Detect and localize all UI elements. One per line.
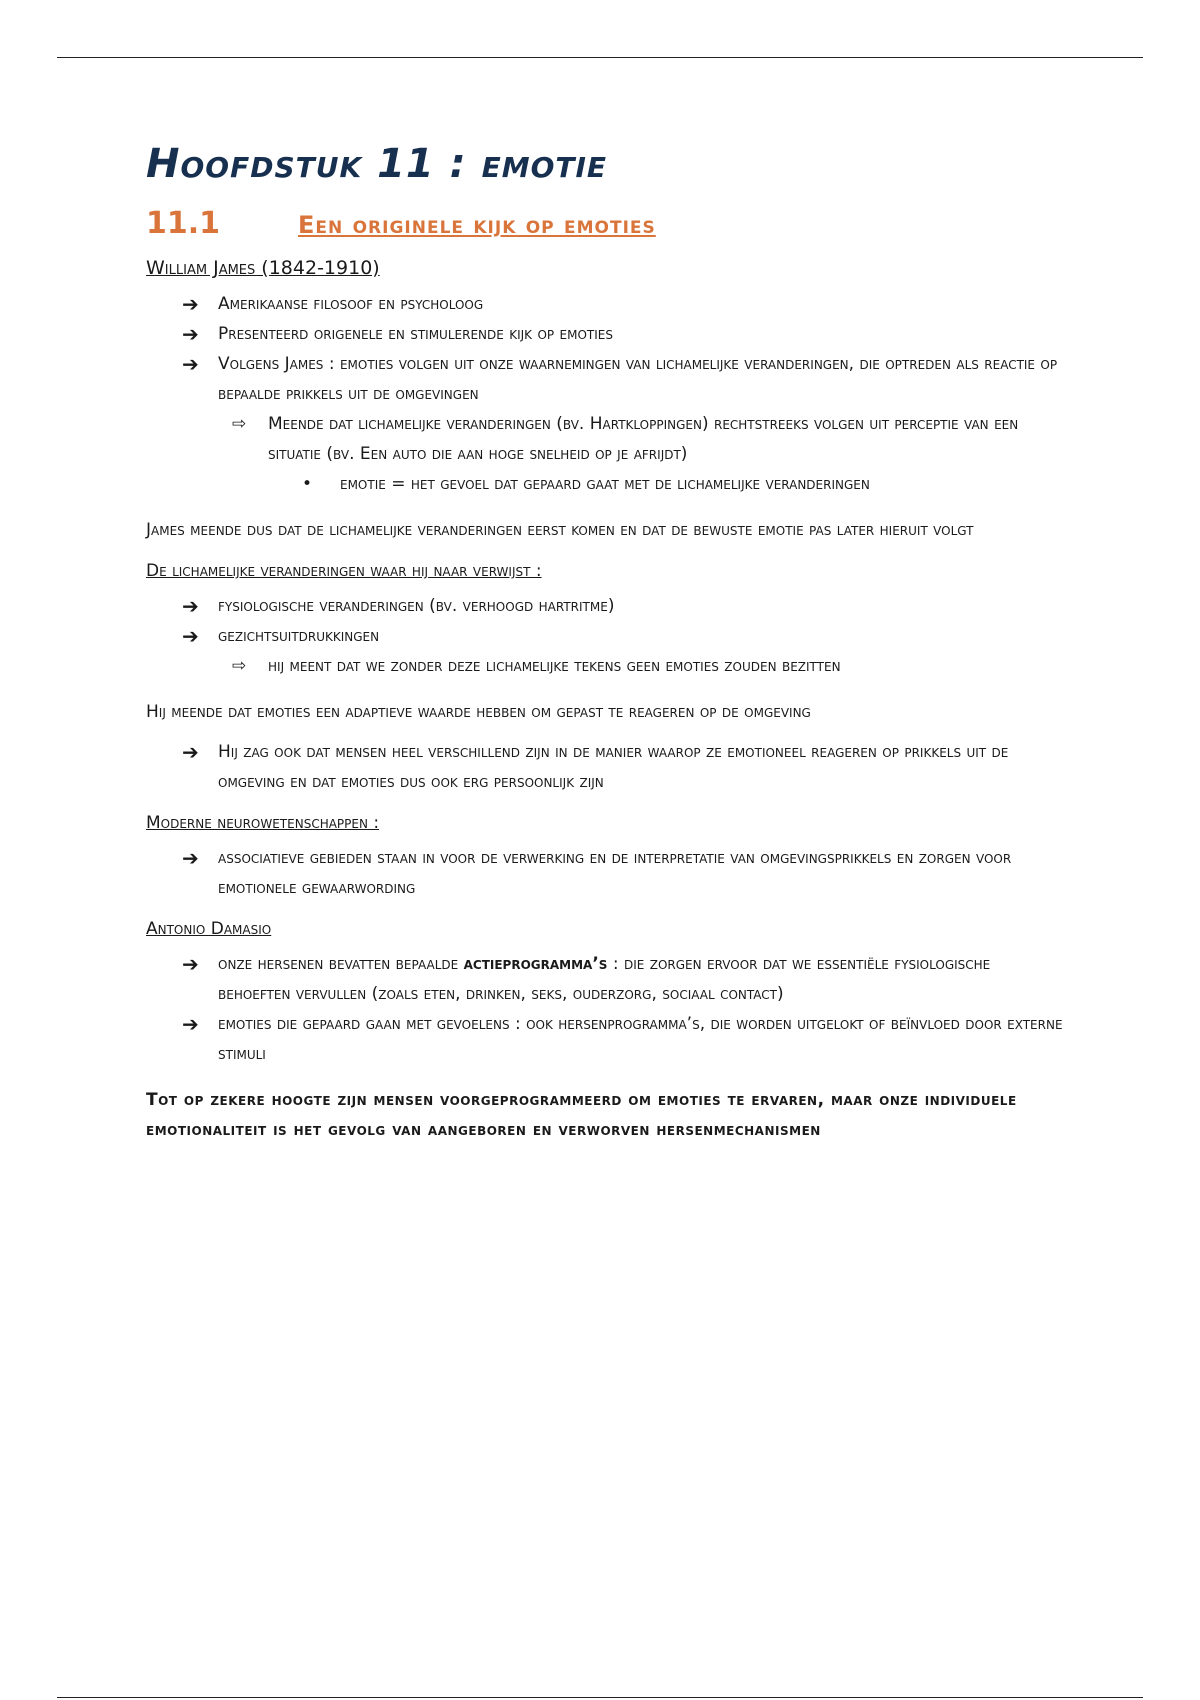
bold-term: actieprogramma’s	[463, 954, 608, 974]
arrow-icon: ➔	[182, 322, 199, 346]
changes-heading: De lichamelijke veranderingen waar hij naar verwijst :	[146, 561, 542, 581]
arrow-icon: ➔	[182, 846, 199, 870]
arrow-icon: ➔	[182, 594, 199, 618]
list-item: ➔ Hij zag ook dat mensen heel verschillend zijn in de manier waarop ze emotioneel reageren op prikkels uit de omgeving en dat emoties dus ook erg persoonlijk zijn	[146, 737, 1066, 797]
dot-icon: •	[302, 474, 313, 494]
list-item: ⇨ hij meent dat we zonder deze lichamelijke tekens geen emoties zouden bezitten	[146, 651, 1066, 681]
damasio-heading: Antonio Damasio	[146, 919, 272, 939]
arrow-icon: ➔	[182, 292, 199, 316]
changes-list	[146, 591, 1066, 681]
arrow-icon: ➔	[182, 352, 199, 376]
conclusion: Tot op zekere hoogte zijn mensen voorgeprogrammeerd om emoties te ervaren, maar onze individuele emotionaliteit is het gevolg van aangeboren en verworven hersenmechanismen	[146, 1090, 1017, 1140]
list-item: ➔ Amerikaanse filosoof en psycholoog	[146, 289, 1066, 319]
paragraph: James meende dus dat de lichamelijke veranderingen eerst komen en dat de bewuste emotie pas later hieruit volgt	[146, 520, 974, 540]
list-item: ➔ fysiologische veranderingen (bv. verhoogd hartritme)	[146, 591, 1066, 621]
neuro-heading: Moderne neurowetenschappen :	[146, 813, 380, 833]
section-heading	[146, 206, 1066, 241]
list-item: ➔ Presenteerd origenele en stimulerende kijk op emoties	[146, 319, 1066, 349]
neuro-list	[146, 843, 1066, 903]
list-item: • emotie = het gevoel dat gepaard gaat met de lichamelijke veranderingen	[146, 469, 1066, 499]
diff-list	[146, 737, 1066, 797]
list-item: ➔ Volgens James : emoties volgen uit onze waarnemingen van lichamelijke veranderingen, die optreden als reactie op bepaalde prikkels uit de omgevingen	[146, 349, 1066, 409]
paragraph: Hij meende dat emoties een adaptieve waarde hebben om gepast te reageren op de omgeving	[146, 702, 811, 722]
list-item: ➔ onze hersenen bevatten bepaalde actieprogramma’s : die zorgen ervoor dat we essentiële fysiologische behoeften vervullen (zoals eten, drinken, seks, ouderzorg, sociaal contact)	[146, 949, 1066, 1009]
open-arrow-icon: ⇨	[232, 414, 247, 434]
open-arrow-icon: ⇨	[232, 656, 247, 676]
list-item: ➔ gezichtsuitdrukkingen	[146, 621, 1066, 651]
list-item: ⇨ Meende dat lichamelijke veranderingen (bv. Hartkloppingen) rechtstreeks volgen uit perceptie van een situatie (bv. Een auto die aan hoge snelheid op je afrijdt)	[146, 409, 1066, 469]
james-heading: William James (1842-1910)	[146, 257, 380, 279]
section-title: Een originele kijk op emoties	[298, 211, 656, 239]
arrow-icon: ➔	[182, 952, 199, 976]
james-list	[146, 289, 1066, 499]
chapter-title: Hoofdstuk 11 : emotie	[146, 141, 608, 187]
arrow-icon: ➔	[182, 1012, 199, 1036]
arrow-icon: ➔	[182, 624, 199, 648]
section-number: 11.1	[146, 206, 221, 241]
bottom-rule	[57, 1697, 1143, 1698]
list-item: ➔ associatieve gebieden staan in voor de verwerking en de interpretatie van omgevingsprikkels en zorgen voor emotionele gewaarwording	[146, 843, 1066, 903]
damasio-list	[146, 949, 1066, 1069]
page-content	[146, 140, 1066, 1162]
list-item: ➔ emoties die gepaard gaan met gevoelens : ook hersenprogramma’s, die worden uitgelokt of beïnvloed door externe stimuli	[146, 1009, 1066, 1069]
top-rule	[57, 57, 1143, 58]
arrow-icon: ➔	[182, 740, 199, 764]
